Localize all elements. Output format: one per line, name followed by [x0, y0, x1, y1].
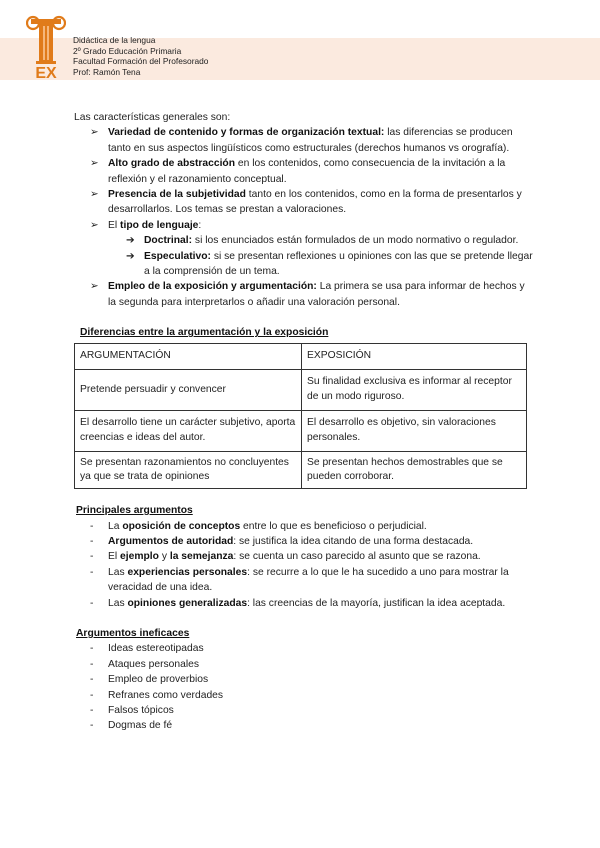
- comparison-table: [74, 343, 527, 489]
- dash-bullet: -: [90, 674, 94, 686]
- course-header: [73, 35, 208, 77]
- list-item: - Ataques personales: [74, 657, 534, 672]
- features-list-cont: [74, 279, 534, 310]
- dash-bullet: -: [90, 597, 94, 609]
- table-row: [75, 369, 527, 410]
- language-types-list: [74, 233, 534, 279]
- list-item: - Falsos tópicos: [74, 703, 534, 718]
- professor-name: Prof: Ramón Tena: [73, 66, 141, 77]
- arrow-bullet-icon: ➢: [90, 219, 99, 231]
- list-item: - Argumentos de autoridad: se justifica la idea citando de una forma destacada.: [74, 534, 534, 549]
- dash-bullet: -: [90, 658, 94, 670]
- arguments-title: Principales argumentos: [76, 505, 193, 517]
- faculty-name: Facultad Formación del Profesorado: [73, 56, 209, 67]
- table-header-cell: ARGUMENTACIÓN: [75, 343, 302, 369]
- features-list: [74, 125, 534, 233]
- document-body: [74, 110, 534, 734]
- arrow-right-icon: ➔: [126, 250, 135, 262]
- dash-bullet: -: [90, 689, 94, 701]
- dash-bullet: -: [90, 720, 94, 732]
- table-cell: El desarrollo tiene un carácter subjetivo, aporta creencias e ideas del autor.: [75, 410, 302, 451]
- university-logo: [26, 14, 66, 80]
- table-row: [75, 451, 527, 488]
- dash-bullet: -: [90, 551, 94, 563]
- list-item: ➢ Alto grado de abstracción en los contenidos, como consecuencia de la invitación a la reflexión y el razonamiento conceptual.: [90, 158, 506, 185]
- dash-bullet: -: [90, 520, 94, 532]
- arrow-bullet-icon: ➢: [90, 281, 99, 293]
- dash-bullet: -: [90, 535, 94, 547]
- intro-text: Las características generales son:: [74, 112, 231, 123]
- ineffective-list: [74, 641, 534, 733]
- dash-bullet: -: [90, 643, 94, 655]
- list-item: - La oposición de conceptos entre lo que es beneficioso o perjudicial.: [74, 519, 534, 534]
- list-item: - El ejemplo y la semejanza: se cuenta un caso parecido al asunto que se razona.: [74, 549, 534, 564]
- list-item: - Las opiniones generalizadas: las creencias de la mayoría, justifican la idea aceptada.: [74, 596, 534, 611]
- table-cell: Se presentan hechos demostrables que se pueden corroborar.: [302, 451, 527, 488]
- list-item: - Las experiencias personales: se recurre a lo que le ha sucedido a uno para mostrar la veracidad de una idea.: [90, 566, 509, 594]
- list-item: - Refranes como verdades: [74, 688, 534, 703]
- arrow-bullet-icon: ➢: [90, 127, 99, 139]
- table-row: [75, 343, 527, 369]
- arrow-right-icon: ➔: [126, 235, 135, 247]
- course-name: Didáctica de la lengua: [73, 35, 156, 45]
- table-row: [75, 410, 527, 451]
- dash-bullet: -: [90, 566, 94, 578]
- list-item: ➢ El tipo de lenguaje:: [74, 218, 534, 233]
- list-item: ➔ Especulativo: si se presentan reflexiones u opiniones con las que se pretende llegar a la comprensión de un tema.: [126, 250, 533, 278]
- list-item: ➢ Empleo de la exposición y argumentación: La primera se usa para informar de hechos y la segunda para interpretarlos o añadir una valoración personal.: [90, 281, 525, 308]
- table-title: Diferencias entre la argumentación y la exposición: [80, 327, 329, 339]
- list-item: ➢ Presencia de la subjetividad tanto en los contenidos, como en la forma de presentarlos y desarrollarlos. Los temas se prestan a valoraciones.: [90, 189, 522, 216]
- list-item: - Ideas estereotipadas: [74, 641, 534, 656]
- arrow-bullet-icon: ➢: [90, 189, 99, 201]
- dash-bullet: -: [90, 704, 94, 716]
- list-item: - Dogmas de fé: [74, 718, 534, 733]
- list-item: - Empleo de proverbios: [74, 672, 534, 687]
- table-cell: Su finalidad exclusiva es informar al receptor de un modo riguroso.: [302, 369, 527, 410]
- arguments-list: [74, 519, 534, 611]
- list-item: ➔ Doctrinal: si los enunciados están formulados de un modo normativo o regulador.: [74, 233, 534, 248]
- ineffective-title: Argumentos ineficaces: [76, 627, 190, 639]
- arrow-bullet-icon: ➢: [90, 158, 99, 170]
- table-cell: Pretende persuadir y convencer: [75, 369, 302, 410]
- table-cell: El desarrollo es objetivo, sin valoraciones personales.: [302, 410, 527, 451]
- table-cell: Se presentan razonamientos no concluyentes ya que se trata de opiniones: [75, 451, 302, 488]
- logo-letters: EX: [35, 65, 57, 80]
- list-item: ➢ Variedad de contenido y formas de organización textual: las diferencias se producen tanto en sus aspectos lingüísticos como estructurales (derechos humanos vs orografía).: [90, 127, 513, 154]
- course-grade: 2º Grado Educación Primaria: [73, 45, 182, 56]
- table-header-cell: EXPOSICIÓN: [302, 343, 527, 369]
